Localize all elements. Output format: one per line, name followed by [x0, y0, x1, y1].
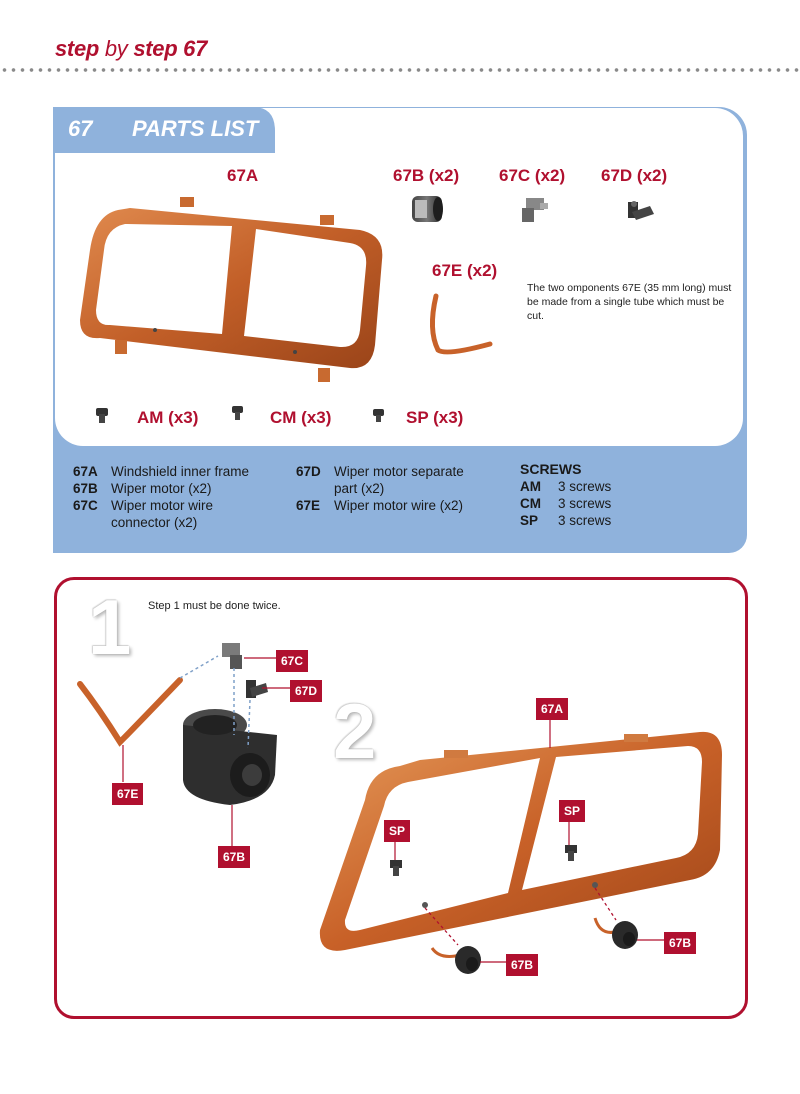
header-step-word-2: step: [133, 36, 178, 61]
legend-desc: Wiper motor (x2): [111, 481, 212, 496]
step-1-number: 1: [88, 583, 132, 671]
tag-sp-right: SP: [559, 800, 585, 822]
parts-list-tab-number: 67: [68, 116, 93, 141]
step-2-number: 2: [333, 687, 377, 775]
label-67e: 67E (x2): [432, 261, 498, 280]
legend-desc: Windshield inner frame: [111, 464, 250, 479]
header-by-word: by: [104, 36, 128, 61]
parts-note: The two omponents 67E (35 mm long) must be made from a single tube which must be cut.: [527, 282, 732, 322]
legend-code: 67C: [73, 498, 98, 513]
legend-desc: Wiper motor wire connector (x2): [111, 498, 214, 530]
label-67c: 67C (x2): [499, 166, 566, 185]
header-step-word: step: [55, 36, 100, 61]
tag-67b-left: 67B: [506, 954, 538, 976]
screw-desc: 3 screws: [558, 479, 612, 494]
label-sp-screws: SP (x3): [406, 408, 464, 427]
step-1-connector-image: [222, 643, 242, 669]
legend-desc: Wiper motor wire (x2): [334, 498, 464, 513]
label-67a: 67A: [227, 166, 259, 185]
tag-67c: 67C: [276, 650, 308, 672]
step-1-motor-image: [183, 709, 277, 805]
step-2-frame-image: [320, 732, 722, 951]
tag-67b-step1: 67B: [218, 846, 250, 868]
legend-code: 67A: [73, 464, 98, 479]
screw-code: CM: [520, 496, 541, 511]
tag-67d: 67D: [290, 680, 322, 702]
label-am-screws: AM (x3): [137, 408, 199, 427]
label-67b: 67B (x2): [393, 166, 460, 185]
parts-list-tab-title: PARTS LIST: [132, 116, 259, 141]
screw-code: AM: [520, 479, 541, 494]
legend-code: 67B: [73, 481, 98, 496]
step-1-note: Step 1 must be done twice.: [148, 600, 281, 612]
label-67d: 67D (x2): [601, 166, 668, 185]
tag-67a: 67A: [536, 698, 568, 720]
header-issue-number: 67: [183, 36, 208, 61]
step-1-wire-image: [80, 680, 180, 742]
screw-desc: 3 screws: [558, 513, 612, 528]
screw-code: SP: [520, 513, 539, 528]
screws-title: SCREWS: [520, 461, 582, 477]
tag-67b-right: 67B: [664, 932, 696, 954]
step-2-motor-right: [595, 918, 638, 949]
tag-sp-left: SP: [384, 820, 410, 842]
legend-desc: Wiper motor separate part (x2): [334, 464, 464, 496]
legend-code: 67E: [296, 498, 321, 513]
tag-67e: 67E: [112, 783, 143, 805]
label-cm-screws: CM (x3): [270, 408, 332, 427]
step-1-separate-part-image: [246, 680, 268, 698]
step-2-motor-left: [432, 946, 481, 974]
screw-desc: 3 screws: [558, 496, 612, 511]
legend-code: 67D: [296, 464, 321, 479]
